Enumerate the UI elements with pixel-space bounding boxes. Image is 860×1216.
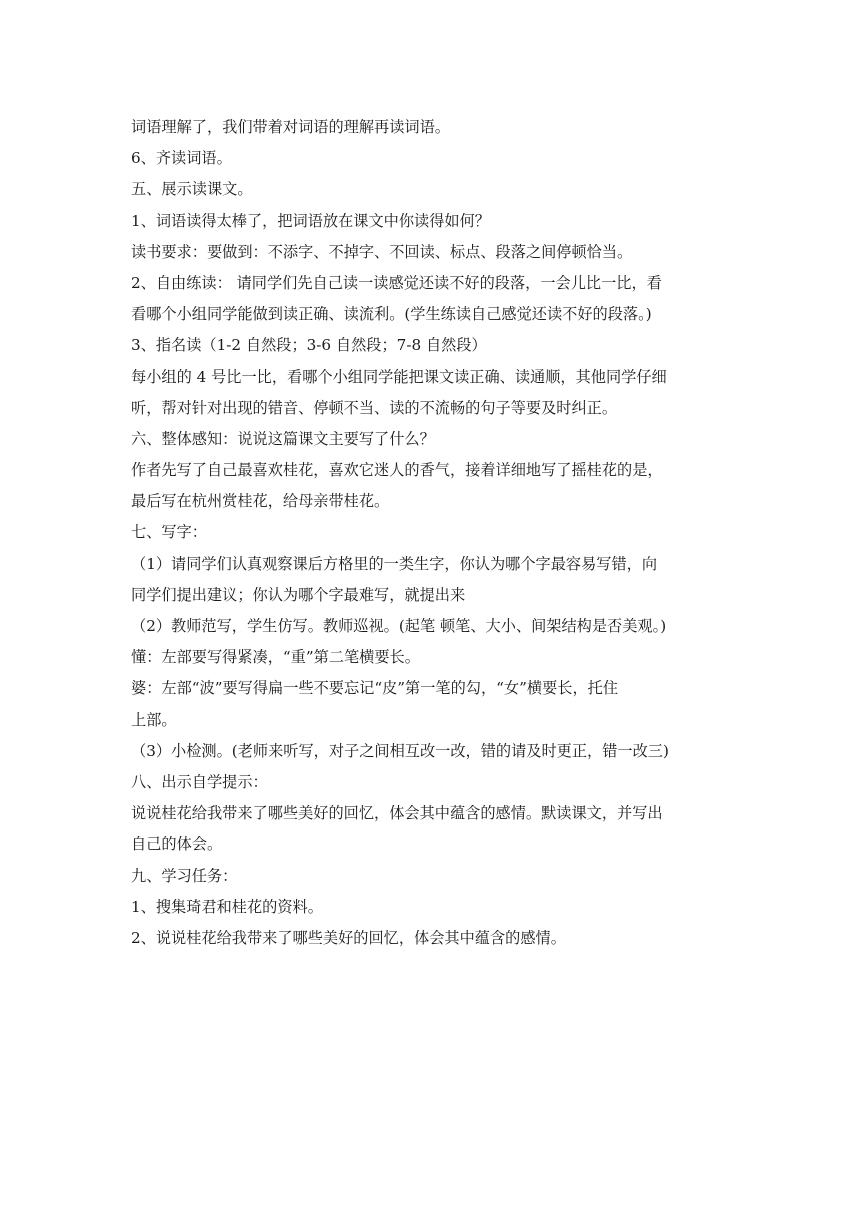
text-line: 2、说说桂花给我带来了哪些美好的回忆，体会其中蕴含的感情。: [131, 928, 566, 947]
text-line: 自己的体会。: [131, 835, 223, 854]
section-heading: 九、学习任务：: [131, 866, 238, 885]
text-line: 词语理解了，我们带着对词语的理解再读词语。: [131, 118, 450, 136]
text-line: 懂：左部要写得紧凑，“重”第二笔横要长。: [131, 648, 420, 667]
text-line: 最后写在杭州赏桂花，给母亲带桂花。: [131, 492, 390, 511]
text-line: 上部。: [131, 710, 177, 729]
section-heading: 七、写字：: [131, 523, 207, 542]
section-heading: 六、整体感知：说说这篇课文主要写了什么？: [131, 429, 435, 448]
section-heading: 八、出示自学提示：: [131, 772, 268, 791]
text-line: 说说桂花给我带来了哪些美好的回忆，体会其中蕴含的感情。默读课文，并写出: [131, 804, 663, 823]
text-line: 看哪个小组同学能做到读正确、读流利。(学生练读自己感觉还读不好的段落。): [131, 305, 652, 324]
text-line: 同学们提出建议；你认为哪个字最难写，就提出来: [131, 585, 466, 604]
document-body: [131, 112, 733, 954]
text-line: 作者先写了自己最喜欢桂花，喜欢它迷人的香气，接着详细地写了摇桂花的是，: [131, 461, 663, 480]
text-line: （1）请同学们认真观察课后方格里的一类生字，你认为哪个字最容易写错，向: [131, 554, 658, 573]
text-line: 2、自由练读： 请同学们先自己读一读感觉还读不好的段落，一会儿比一比，看: [131, 273, 662, 292]
text-line: 婆：左部“波”要写得扁一些不要忘记“皮”第一笔的勾，“女”横要长，托住: [131, 679, 619, 698]
text-line: 3、指名读（1-2 自然段；3-6 自然段；7-8 自然段）: [131, 336, 487, 355]
section-heading: 五、展示读课文。: [131, 180, 253, 199]
text-line: 读书要求：要做到：不添字、不掉字、不回读、标点、段落之间停顿恰当。: [131, 242, 633, 261]
text-line: （2）教师范写，学生仿写。教师巡视。(起笔 顿笔、大小、间架结构是否美观。): [131, 617, 667, 635]
text-line: 6、齐读词语。: [131, 149, 232, 168]
text-line: 1、搜集琦君和桂花的资料。: [131, 897, 323, 916]
text-line: 听，帮对针对出现的错音、停顿不当、读的不流畅的句子等要及时纠正。: [131, 398, 617, 417]
text-line: 每小组的 4 号比一比，看哪个小组同学能把课文读正确、读通顺，其他同学仔细: [131, 367, 667, 386]
text-line: 1、词语读得太棒了，把词语放在课文中你读得如何？: [131, 211, 490, 230]
text-line: （3）小检测。(老师来听写，对子之间相互改一改，错的请及时更正，错一改三): [131, 741, 669, 760]
